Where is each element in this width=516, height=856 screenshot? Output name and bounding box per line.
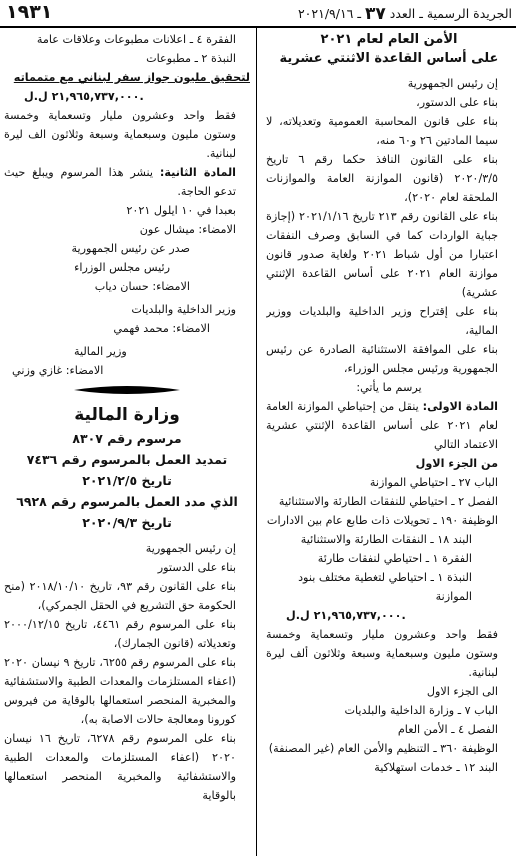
preamble-president: إن رئيس الجمهورية [407,77,498,90]
ornament-divider-icon [72,384,182,396]
transfer-to-heading: الى الجزء الاول [426,685,498,698]
transfer-from-heading: من الجزء الاول [415,457,498,470]
decree-statement: يرسم ما يأتي: [356,381,422,394]
extension-date-2: تاريخ ٢٠٢٠/٩/٣ [82,515,172,530]
preamble-law-3: بناء على القانون رقم ٢١٣ تاريخ ٢٠٢١/١/١٦ (إجازة جباية الواردات كما في السابق وصرف النفقات اعتبارا من أول شباط ٢٠٢١ ولغاية صدور قانون موازنة العام ٢٠٢١ على أساس القاعدة الإثنتي عشرية) [266,210,499,299]
to-line-4: البند ١٢ ـ خدمات استهلاكية [374,761,498,774]
extension-line-2: الذي مدد العمل بالمرسوم رقم ٦٩٢٨ [16,494,238,509]
preamble2-decree-6255: بناء على المرسوم رقم ٦٢٥٥، تاريخ ٩ نيسان ٢٠٢٠ (اعفاء المستلزمات والمعدات الطبية والاستشفائية والمخبرية المنحصر استعمالها بالوقاية من فيروس كورونا ومعالجة حالات الاصابة به)، [4,656,236,726]
interior-minister-title: وزير الداخلية والبلديات [131,303,236,316]
signature-prime-minister: الامضاء: حسان دياب [94,280,190,293]
amount-words-left: فقط واحد وعشرون مليار وتسعماية وخمسة وستون مليون وسبعماية وسبعة وثلاثون الف ليرة لبنانية. [4,109,236,160]
amount-right: ٢١,٩٦٥,٧٣٧,٠٠٠ ل.ل. [286,609,406,622]
preamble-approval: بناء على الموافقة الاستثنائية الصادرة عن رئيس الجمهورية ورئيس مجلس الوزراء، [266,343,498,375]
preamble-constitution: بناء على الدستور، [416,96,498,109]
prime-minister-title: رئيس مجلس الوزراء [74,261,170,274]
right-column [266,28,512,856]
preamble2-decree-4461: بناء على المرسوم رقم ٤٤٦١، تاريخ ٢٠٠٠/١٢/١٥ وتعديلاته (قانون الجمارك)، [4,618,236,650]
finance-minister-title: وزير المالية [74,345,127,358]
decree-title-line1: الأمن العام لعام ٢٠٢١ [320,32,458,47]
article-1-label: المادة الاولى: [422,400,498,413]
from-line-5: الفقرة ١ ـ احتياطي لنفقات طارئة [317,552,472,565]
decree-title-line2: على أساس القاعدة الاثنتي عشرية [279,51,499,66]
preamble2-law-93: بناء على القانون رقم ٩٣، تاريخ ٢٠١٨/١٠/١٠ (منح الحكومة حق التشريع في الحقل الجمركي)، [4,580,237,612]
left-column [4,28,250,856]
preamble2-president: إن رئيس الجمهورية [145,542,236,555]
signature-interior-minister: الامضاء: محمد فهمي [113,322,210,335]
from-line-2: الفصل ٢ ـ احتياطي للنفقات الطارئة والاستثنائية [278,495,498,508]
to-line-3: الوظيفة ٣٦٠ ـ التنظيم والأمن العام (غير المصنفة) [268,742,498,755]
preamble2-decree-6278: بناء على المرسوم رقم ٦٢٧٨، تاريخ ١٦ نيسان ٢٠٢٠ (اعفاء المستلزمات والمعدات الطبية والاستشفائية والمخبرية المنحصر استعمالها بالوقاية [4,732,236,802]
signing-date: بعبدا في ١٠ ايلول ٢٠٢١ [126,204,236,217]
section-ornament [4,384,250,396]
to-line-1: الباب ٧ ـ وزارة الداخلية والبلديات [344,704,498,717]
signature-finance-minister: الامضاء: غازي وزني [12,364,104,377]
preamble-law-1: بناء على قانون المحاسبة العمومية وتعديلاته، لا سيما المادتين ٢٦ و٦٠ منه، [266,115,498,147]
extension-line-1: تمديد العمل بالمرسوم رقم ٧٤٣٦ [26,452,228,467]
extension-date-1: تاريخ ٢٠٢١/٢/٥ [82,473,172,488]
page-number: ١٩٣١ [6,1,53,23]
to-line-2: الفصل ٤ ـ الأمن العام [397,723,498,736]
issue-number: ٣٧ [365,4,386,24]
item-paragraph-4: الفقرة ٤ ـ اعلانات مطبوعات وعلاقات عامة [36,33,236,46]
item-section-2: النبذة ٢ ـ مطبوعات [146,52,236,65]
signature-president: الامضاء: ميشال عون [139,223,236,236]
article-2-label: المادة الثانية: [159,166,236,179]
page-header [0,0,516,28]
preamble-law-2: بناء على القانون النافذ حكما رقم ٦ تاريخ ٢٠٢٠/٣/٥ (قانون الموازنة العامة والموازنات الملحقة لعام ٢٠٢٠)، [266,153,498,204]
preamble2-constitution: بناء على الدستور [157,561,236,574]
from-line-3: الوظيفة ١٩٠ ـ تحويلات ذات طابع عام بين الادارات [266,514,498,527]
ministry-heading: وزارة المالية [74,405,180,425]
article-1 [266,397,512,454]
amount-left: ٢١,٩٦٥,٧٣٧,٠٠٠ ل.ل. [24,90,144,103]
article-1-text: ينقل من إحتياطي الموازنة العامة لعام ٢٠٢١ على أساس القاعدة الإثنتي عشرية الاعتماد التالي [266,400,498,451]
issue-date: ٢٠٢١/٩/١٦ [297,6,354,21]
from-line-4: البند ١٨ ـ النفقات الطارئة والاستثنائية [300,533,472,546]
purpose-line: لتحقيق مليون جواز سفر لبناني مع متمماته [13,71,250,84]
gazette-name: الجريدة الرسمية ـ العدد [389,6,512,21]
article-2 [4,163,250,201]
column-divider [256,28,257,856]
header-dash: ـ [357,6,362,21]
article-2-text: ينشر هذا المرسوم ويبلغ حيث تدعو الحاجة. [4,166,236,198]
issued-by: صدر عن رئيس الجمهورية [71,242,190,255]
decree-number: مرسوم رقم ٨٣٠٧ [72,431,182,446]
header-issue-info [298,4,512,24]
from-line-6: النبذة ١ ـ احتياطي لتغطية مختلف بنود الموازنة [298,571,472,603]
from-line-1: الباب ٢٧ ـ احتياطي الموازنة [369,476,498,489]
preamble-proposal: بناء على إقتراح وزير الداخلية والبلديات ووزير المالية، [266,305,498,337]
amount-words-right: فقط واحد وعشرون مليار وتسعماية وخمسة وستون مليون وسبعماية وسبعة وثلاثون ألف ليرة لبنانية. [266,628,498,679]
